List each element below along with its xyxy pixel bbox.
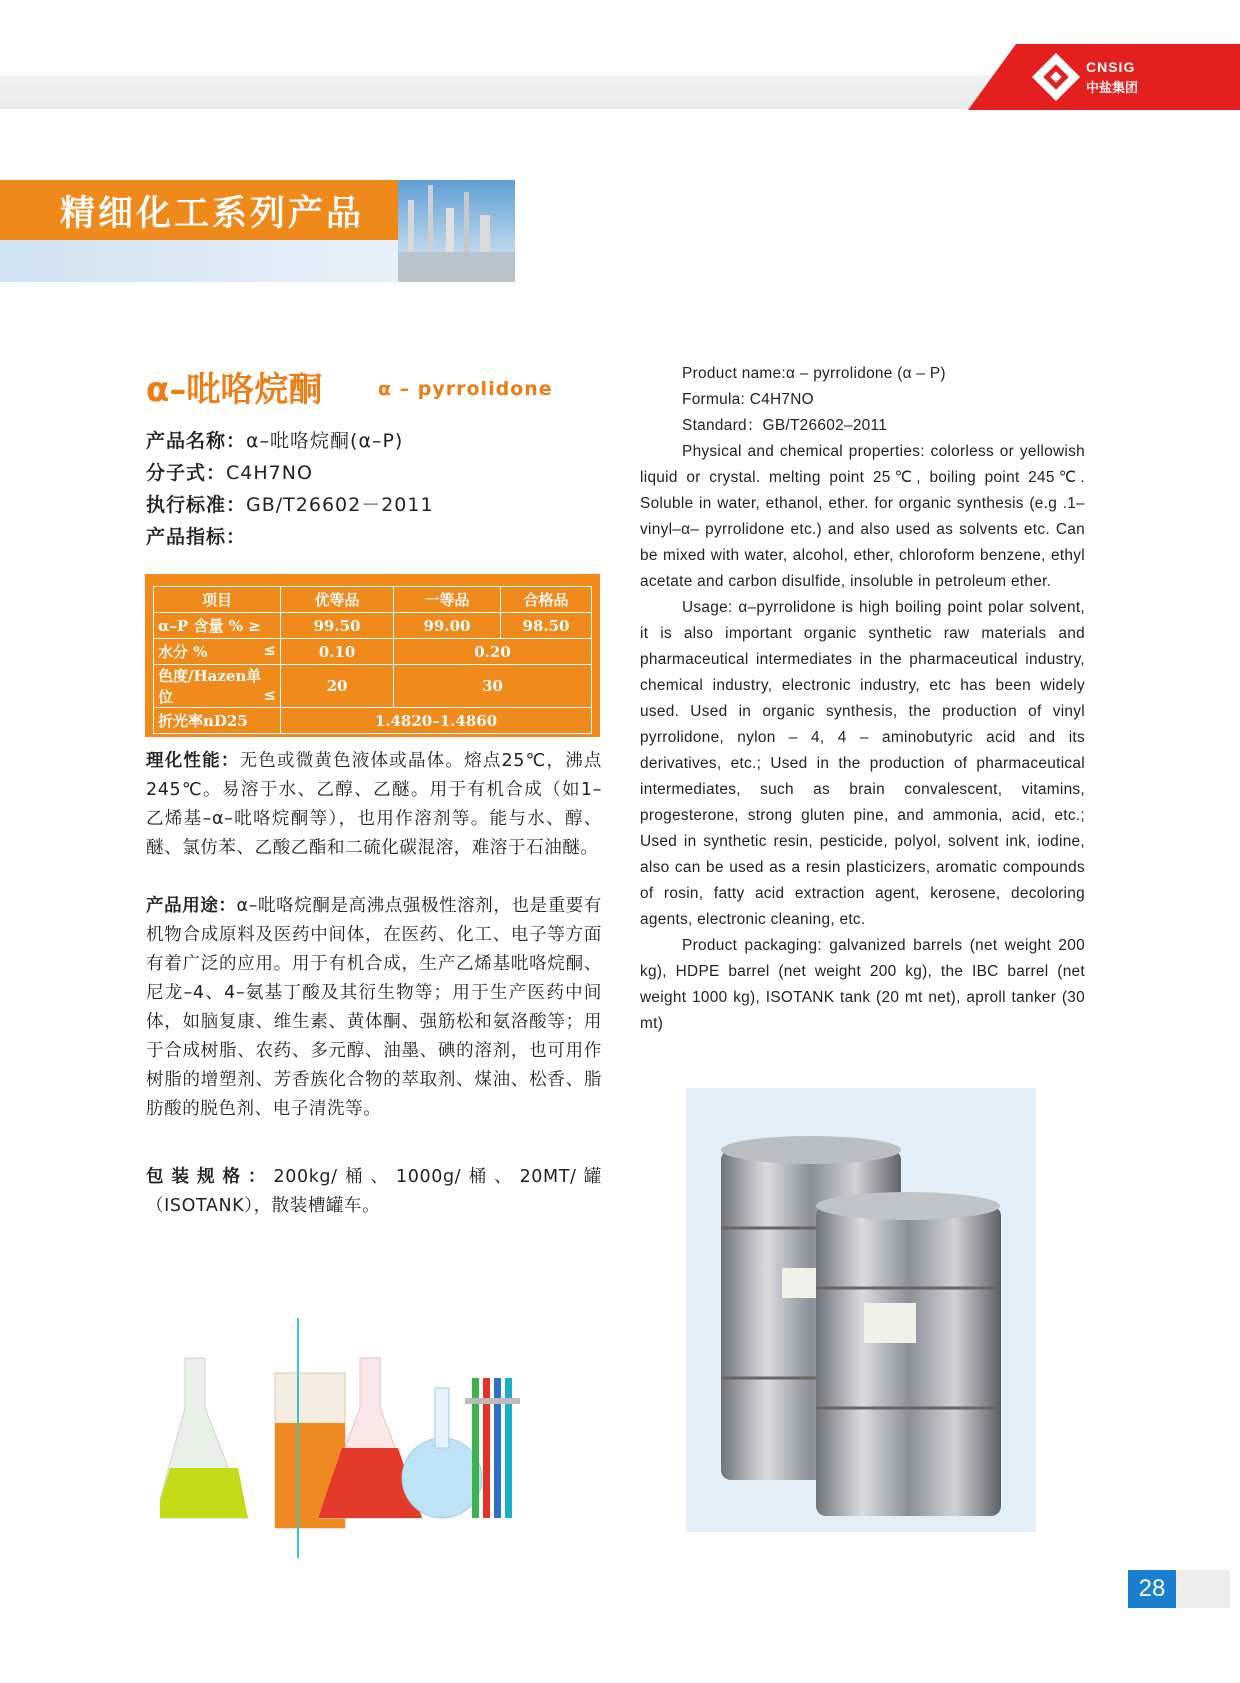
page-number-bar bbox=[1176, 1570, 1230, 1608]
en-physical: Physical and chemical properties: colorless or yellowish liquid or crystal. melting point 25℃, boiling point 245℃. Soluble in water, ethanol, ether. for organic synthesis (e.g .1–vinyl–α– pyrrolidone etc.) and also used as solvents etc. Can be mixed with water, alcohol, ether, chloroform benzene, ethyl acetate and carbon disulfide, insoluble in petroleum ether. bbox=[640, 443, 1085, 590]
usage-cn: 产品用途：α–吡咯烷酮是高沸点强极性溶剂，也是重要有机物合成原料及医药中间体，在医药、化工、电子等方面有着广泛的应用。用于有机合成，生产乙烯基吡咯烷酮、尼龙–4、4–氨基丁酸及其衍生物等；用于生产医药中间体，如脑复康、维生素、黄体酮、强筋松和氨洛酸等；用于合成树脂、农药、多元醇、油墨、碘的溶剂，也可用作树脂的增塑剂、芳香族化合物的萃取剂、煤油、松香、脂肪酸的脱色剂、电子清洗等。 bbox=[146, 896, 603, 1119]
field-spec-label: 产品指标： bbox=[146, 526, 247, 548]
refinery-image bbox=[398, 180, 515, 282]
spec-table-box bbox=[145, 574, 600, 737]
english-description bbox=[640, 361, 1085, 1037]
logo-text-cn: 中盐集团 bbox=[1086, 81, 1139, 96]
table-header-row: 项目 优等品 一等品 合格品 bbox=[154, 587, 592, 613]
physical-properties-cn: 理化性能：无色或微黄色液体或晶体。熔点25℃，沸点245℃。易溶于水、乙醇、乙醚。用于有机合成（如1–乙烯基–α–吡咯烷酮等），也用作溶剂等。能与水、醇、醚、氯仿苯、乙酸乙酯和二硫化碳混溶，难溶于石油醚。 bbox=[146, 751, 603, 858]
logo-text-en: CNSIG bbox=[1086, 59, 1136, 75]
cnsig-logo bbox=[968, 44, 1240, 110]
table-row: 色度/Hazen单位 ≤ 20 30 bbox=[154, 665, 592, 708]
spec-table bbox=[153, 586, 592, 734]
product-title-en: α – pyrrolidone bbox=[378, 378, 553, 400]
packing-cn: 包装规格：200kg/桶、1000g/桶、20MT/罐（ISOTANK），散装槽罐车。 bbox=[146, 1167, 603, 1216]
table-row: 水分 % ≤ 0.10 0.20 bbox=[154, 639, 592, 665]
product-title-cn: α–吡咯烷酮 bbox=[146, 370, 323, 410]
table-row: 折光率nD25 1.4820–1.4860 bbox=[154, 708, 592, 734]
field-name: 产品名称：α–吡咯烷酮(α–P) bbox=[146, 430, 404, 452]
section-banner bbox=[0, 180, 515, 282]
table-row: α–P 含量 % ≥ 99.50 99.00 98.50 bbox=[154, 613, 592, 639]
field-formula: 分子式：C4H7NO bbox=[146, 462, 313, 484]
field-standard: 执行标准：GB/T26602－2011 bbox=[146, 494, 434, 516]
en-product-name: Product name:α – pyrrolidone (α – P) bbox=[682, 365, 946, 382]
lab-flasks-image bbox=[160, 1318, 550, 1558]
en-standard: Standard：GB/T26602–2011 bbox=[682, 417, 888, 434]
page-number: 28 bbox=[1128, 1570, 1176, 1608]
en-usage: Usage: α–pyrrolidone is high boiling point polar solvent, it is also important organic synthetic raw materials and pharmaceutical intermediates in the pharmaceutical industry, chemical industry, electronic industry, etc has been widely used. Used in organic synthesis, the production of vinyl pyrrolidone, nylon – 4, 4 – aminobutyric acid and its derivatives, etc.; Used in the production of pharmaceutical intermediates, such as brain convalescent, vitamins, progesterone, strong gluten pine, and ammonia, acid, etc.; Used in synthetic resin, pesticide, polyol, solvent ink, iodine, also can be used as a resin plasticizers, aromatic compounds of rosin, fatty acid extraction agent, kerosene, decoloring agents, electronic cleaning, etc. bbox=[640, 599, 1085, 928]
en-packaging: Product packaging: galvanized barrels (net weight 200 kg), HDPE barrel (net weight 200 kg), the IBC barrel (net weight 1000 kg), ISOTANK tank (20 mt net), aproll tanker (30 mt) bbox=[640, 937, 1085, 1032]
en-formula: Formula: C4H7NO bbox=[682, 391, 814, 408]
steel-drums-image bbox=[686, 1088, 1036, 1532]
section-title: 精细化工系列产品 bbox=[60, 194, 365, 234]
